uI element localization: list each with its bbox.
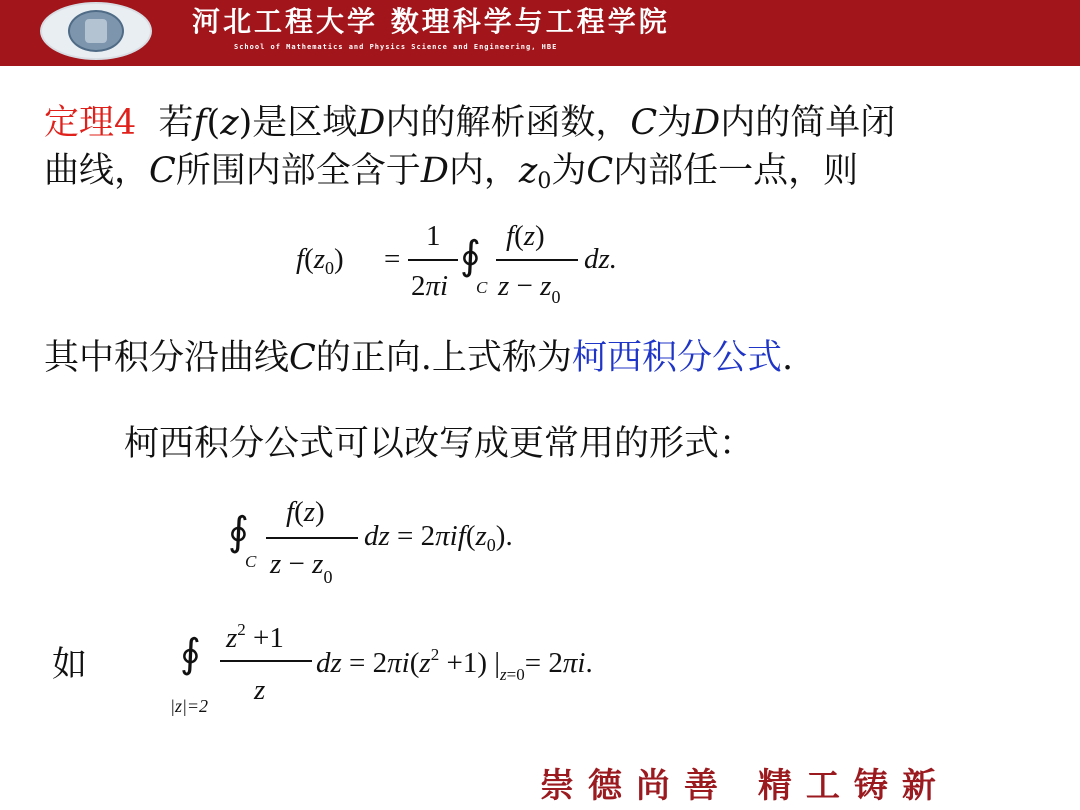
formula1-lhs: $f(z_0)$ bbox=[296, 243, 344, 278]
theorem-line-1 bbox=[44, 98, 895, 148]
example-frac-num: $z^2 +1$ bbox=[226, 620, 284, 654]
formula-description: 其中积分沿曲线C的正向.上式称为柯西积分公式. bbox=[44, 338, 794, 378]
theorem-label: 定理4 bbox=[44, 103, 137, 143]
formula1-coef-num: 1 bbox=[426, 220, 441, 252]
formula1-contour: C bbox=[476, 278, 488, 297]
formula1-tail: dz. bbox=[584, 243, 618, 275]
formula2-frac-bar bbox=[266, 537, 358, 539]
formula1-equals: = bbox=[384, 243, 401, 275]
school-motto: 崇德尚善 精工铸新 bbox=[540, 766, 950, 806]
formula1-frac-bar bbox=[496, 259, 578, 261]
formula1-integral-icon: ∮ bbox=[460, 233, 481, 278]
university-seal-icon bbox=[40, 2, 152, 60]
rewrite-sentence: 柯西积分公式可以改写成更常用的形式： bbox=[124, 424, 755, 464]
school-name-en: School of Mathematics and Physics Science and Engineering, HBE bbox=[234, 43, 558, 51]
theorem-line-2: 曲线，C所围内部全含于D内，z0为C内部任一点，则 bbox=[44, 151, 859, 194]
example-integral-icon: ∮ bbox=[180, 631, 201, 676]
formula2-rhs: dz = $2\pi if(z_0)$. bbox=[364, 520, 513, 555]
formula1-coef-bar bbox=[408, 259, 458, 261]
example-frac-den: z bbox=[254, 674, 266, 706]
example-rhs: dz = $2\pi i(z^2 +1)$ $|_{z=0}= 2\pi i$. bbox=[316, 645, 593, 684]
example-frac-bar bbox=[220, 660, 312, 662]
formula2-integral-icon: ∮ bbox=[228, 509, 249, 554]
example-contour: |z|=2 bbox=[170, 696, 209, 716]
example-label: 如 bbox=[52, 645, 88, 685]
formula2-frac-num: f(z) bbox=[286, 496, 325, 528]
theorem-body-1: 若f(z)是区域D内的解析函数，C为D内的简单闭 bbox=[147, 103, 896, 143]
formula2-contour: C bbox=[245, 552, 257, 571]
header-banner bbox=[0, 0, 1080, 66]
description-prefix: 其中积分沿曲线C的正向.上式称为 bbox=[44, 338, 572, 378]
cauchy-formula-term: 柯西积分公式 bbox=[571, 338, 782, 378]
school-name: 河北工程大学 数理科学与工程学院 bbox=[192, 5, 670, 38]
formula1-frac-num: f(z) bbox=[506, 220, 545, 252]
formula2-frac-den: $z - z_0$ bbox=[270, 548, 333, 587]
formula1-coef-den: 2πi bbox=[411, 270, 449, 302]
formula1-frac-den: $z - z_0$ bbox=[498, 270, 561, 307]
